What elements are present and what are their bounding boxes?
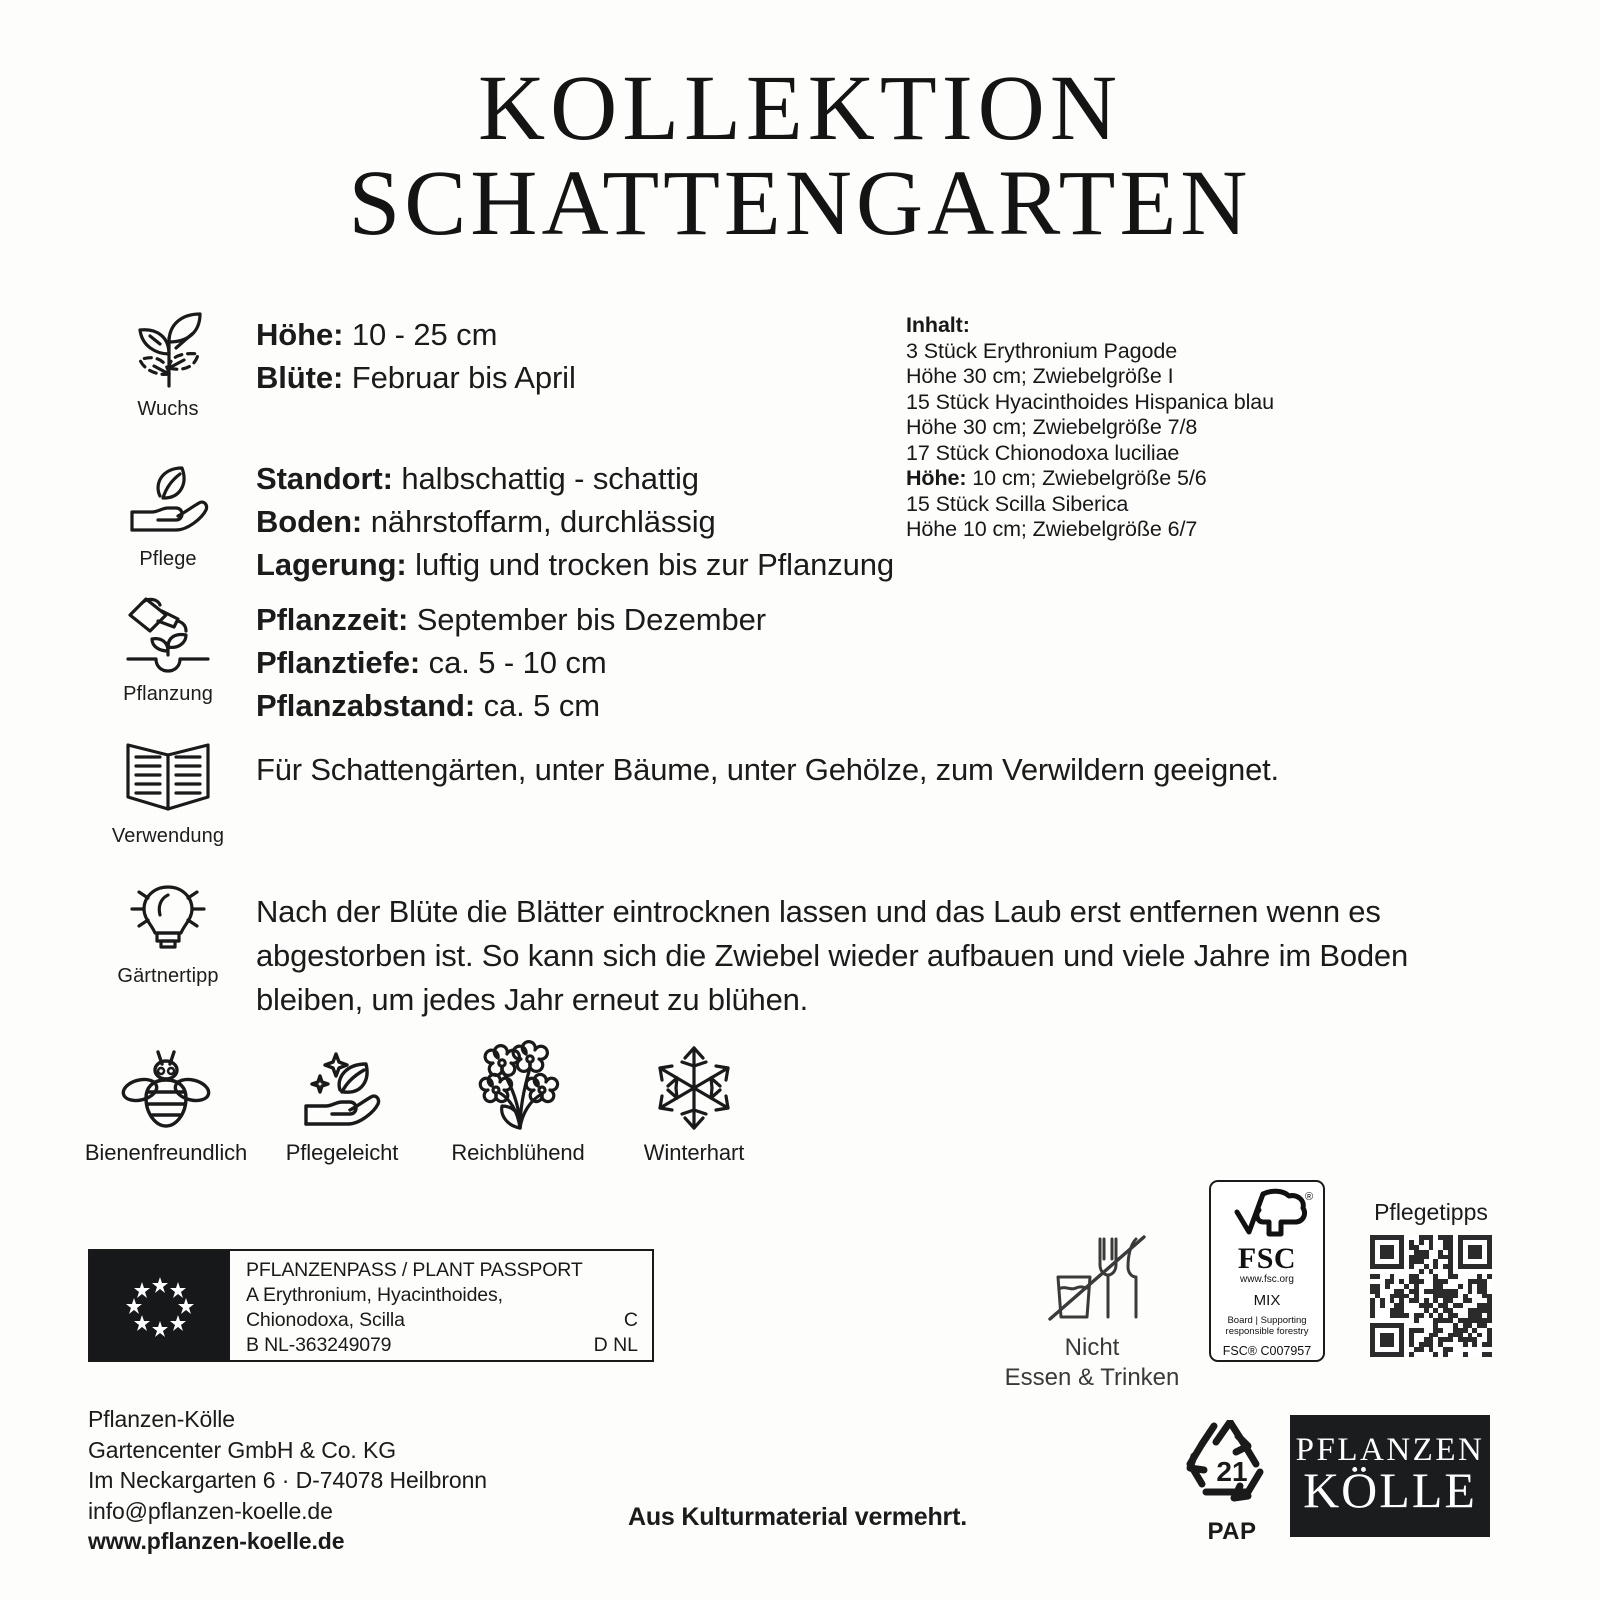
qr-caption: Pflegetipps <box>1374 1199 1488 1225</box>
contents-heading: Inhalt: <box>906 313 970 337</box>
address-line: Gartencenter GmbH & Co. KG <box>88 1436 397 1463</box>
info-line <box>256 598 766 641</box>
info-line <box>256 356 576 399</box>
info-label: Standort: <box>256 461 393 496</box>
info-line <box>256 457 894 500</box>
lightbulb-icon <box>88 875 248 959</box>
info-line <box>256 313 576 356</box>
info-value: ca. 5 cm <box>483 688 600 723</box>
fsc-certificate-badge <box>1209 1180 1325 1362</box>
eu-flag-icon <box>90 1251 230 1360</box>
info-text-verwendung <box>256 748 1586 792</box>
address-email: info@pflanzen-koelle.de <box>88 1497 333 1524</box>
recycling-mark <box>1172 1420 1292 1546</box>
info-text-pflanzung <box>256 598 766 727</box>
plant-passport <box>88 1249 654 1362</box>
brand-line-1: PFLANZEN <box>1295 1432 1485 1468</box>
watering-can-planting-icon <box>88 593 248 677</box>
passport-line-a: A Erythronium, Hyacinthoides, <box>246 1284 503 1306</box>
no-eat-line-2: Essen & Trinken <box>1004 1364 1180 1391</box>
brand-logo <box>1290 1415 1490 1537</box>
snowflake-icon <box>604 1040 784 1136</box>
feature-winterhart <box>604 1040 784 1166</box>
info-paragraph: Nach der Blüte die Blätter eintrocknen lassen und das Laub erst entfernen wenn es abgestorben ist. So kann sich die Zwiebel wieder aufbauen und viele Jahre im Boden bleiben, um jedes Jahr erneut zu blühen. <box>256 894 1408 1017</box>
info-label: Boden: <box>256 504 363 539</box>
passport-code-d: D NL <box>593 1334 638 1356</box>
contents-line: 15 Stück Hyacinthoides Hispanica blau <box>906 389 1274 414</box>
info-icon-pflege <box>88 458 248 571</box>
feature-label: Reichblühend <box>451 1140 585 1165</box>
feature-reichbluehend <box>428 1040 608 1166</box>
hand-sparkle-leaf-icon <box>252 1040 432 1136</box>
info-label: Blüte: <box>256 360 344 395</box>
info-text-wuchs <box>256 313 576 399</box>
title-line-2: SCHATTENGARTEN <box>348 151 1252 255</box>
feature-label: Winterhart <box>643 1140 745 1165</box>
info-text-gaertnertipp <box>256 890 1446 1022</box>
title-line-1: KOLLEKTION <box>477 57 1122 160</box>
info-text-pflege <box>256 457 894 586</box>
care-tips-qr-block[interactable] <box>1356 1199 1506 1357</box>
address-website[interactable]: www.pflanzen-koelle.de <box>88 1528 345 1554</box>
info-label: Höhe: <box>256 317 344 352</box>
company-address <box>88 1404 487 1557</box>
feature-bienenfreundlich <box>76 1040 256 1166</box>
svg-text:®: ® <box>1305 1191 1314 1203</box>
info-value: September bis Dezember <box>416 602 767 637</box>
info-caption-wuchs: Wuchs <box>137 398 199 420</box>
info-label: Pflanzzeit: <box>256 602 409 637</box>
contents-bold-prefix: Höhe: <box>906 466 967 490</box>
info-caption-pflanzung: Pflanzung <box>123 683 213 705</box>
info-icon-verwendung <box>88 735 248 848</box>
culture-material-note: Aus Kulturmaterial vermehrt. <box>628 1503 967 1531</box>
sprout-growth-icon <box>88 308 248 392</box>
info-caption-pflege: Pflege <box>139 548 197 570</box>
address-line: Im Neckargarten 6 · D-74078 Heilbronn <box>88 1467 487 1493</box>
contents-line: 17 Stück Chionodoxa luciliae <box>906 440 1180 465</box>
feature-pflegeleicht <box>252 1040 432 1166</box>
info-value: halbschattig - schattig <box>401 461 699 496</box>
open-book-icon <box>88 735 248 819</box>
info-line <box>256 500 894 543</box>
passport-line-a2: Chionodoxa, Scilla <box>246 1309 405 1331</box>
fsc-tree-checkmark-icon <box>1211 1188 1323 1247</box>
page-title <box>0 57 1600 255</box>
recycling-number: 21 <box>1216 1456 1248 1487</box>
no-eat-line-1: Nicht <box>1064 1334 1120 1361</box>
info-icon-gaertnertipp <box>88 875 248 988</box>
passport-code-c: C <box>623 1309 638 1331</box>
address-line: Pflanzen-Kölle <box>88 1406 235 1432</box>
feature-label: Bienenfreundlich <box>84 1140 248 1165</box>
info-icon-wuchs <box>88 308 248 421</box>
info-icon-pflanzung <box>88 593 248 706</box>
feature-label: Pflegeleicht <box>285 1140 399 1165</box>
contents-line: Höhe: 10 cm; Zwiebelgröße 5/6 <box>906 466 1207 490</box>
info-value: ca. 5 - 10 cm <box>428 645 607 680</box>
bee-icon <box>76 1040 256 1136</box>
info-value: Februar bis April <box>351 360 576 395</box>
info-value: 10 - 25 cm <box>351 317 498 352</box>
recycling-material: PAP <box>1207 1518 1257 1545</box>
contents-line: 3 Stück Erythronium Pagode <box>906 338 1178 363</box>
info-line <box>256 543 894 586</box>
contents-block <box>906 313 1274 543</box>
info-caption-gaertnertipp: Gärtnertipp <box>117 965 219 987</box>
no-eat-drink-icon <box>1002 1225 1182 1333</box>
info-line <box>256 684 766 727</box>
info-caption-verwendung: Verwendung <box>111 825 225 847</box>
fsc-wordmark: FSC <box>1237 1242 1297 1275</box>
contents-line: Höhe 30 cm; Zwiebelgröße I <box>906 364 1174 388</box>
contents-line: 15 Stück Scilla Siberica <box>906 491 1129 516</box>
passport-line-b: B NL-363249079 <box>246 1334 392 1356</box>
info-value: luftig und trocken bis zur Pflanzung <box>415 547 895 582</box>
info-value: nährstoffarm, durchlässig <box>370 504 716 539</box>
brand-line-2: KÖLLE <box>1303 1462 1477 1518</box>
contents-line: Höhe 30 cm; Zwiebelgröße 7/8 <box>906 415 1198 439</box>
info-label: Lagerung: <box>256 547 407 582</box>
fsc-description: Board | Supporting responsible forestry <box>1225 1315 1309 1337</box>
fsc-license-code: FSC® C007957 <box>1222 1344 1312 1358</box>
info-label: Pflanzabstand: <box>256 688 476 723</box>
info-line <box>256 641 766 684</box>
fsc-url: www.fsc.org <box>1240 1274 1294 1285</box>
info-paragraph: Für Schattengärten, unter Bäume, unter Gehölze, zum Verwildern geeignet. <box>256 752 1279 787</box>
passport-heading: PFLANZENPASS / PLANT PASSPORT <box>246 1259 583 1281</box>
hand-leaf-care-icon <box>88 458 248 542</box>
qr-code-icon[interactable] <box>1370 1235 1492 1357</box>
passport-text <box>230 1251 652 1360</box>
fsc-mix-label: MIX <box>1253 1292 1281 1309</box>
no-eat-drink-block <box>1002 1225 1182 1393</box>
info-label: Pflanztiefe: <box>256 645 421 680</box>
flowers-icon <box>428 1040 608 1136</box>
contents-line: Höhe 10 cm; Zwiebelgröße 6/7 <box>906 517 1198 541</box>
